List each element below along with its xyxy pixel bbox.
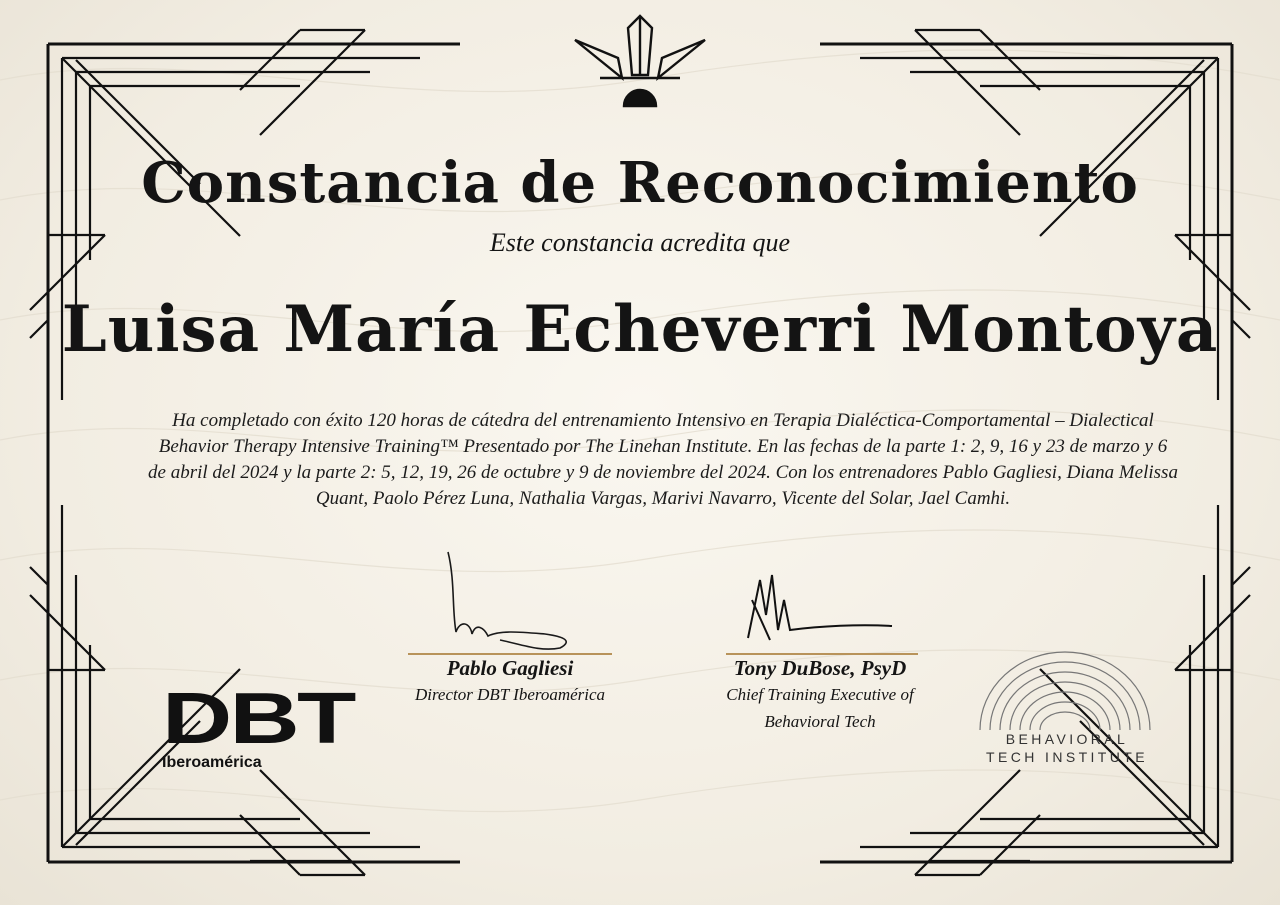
signer-role: Behavioral Tech (764, 712, 876, 731)
signer-name: Tony DuBose, PsyD (733, 656, 907, 680)
signature-line-dubose (726, 653, 918, 655)
behavioral-tech-institute-logo (972, 652, 1162, 766)
certificate-subtitle: Este constancia acredita que (489, 228, 791, 257)
signature-block-dubose (690, 656, 950, 735)
signature-line-gagliesi (408, 653, 612, 655)
bti-logo-line1: BEHAVIORAL (1005, 731, 1129, 747)
fan-ornament-icon (575, 16, 705, 106)
dbt-logo-wordmark: DBT (162, 679, 354, 759)
signature-scribble-dubose (748, 575, 892, 640)
certificate-body: Ha completado con éxito 120 horas de cátedra del entrenamiento Intensivo en Terapia Dialéctica-Comportamental – Dialectical Behavior Therapy Intensive Training™ Presentado por The Linehan Institute. En las fechas de la parte 1: 2, 9, 16 y 23 de marzo y 6 de abril del 2024 y la parte 2: 5, 12, 19, 26 de octubre y 9 de noviembre del 2024. Con los entrenadores Pablo Gagliesi, Diana Melissa Quant, Paolo Pérez Luna, Nathalia Vargas, Marivi Navarro, Vicente del Solar, Jael Camhi. (148, 410, 1178, 509)
certificate-title: Constancia de Reconocimiento (141, 150, 1139, 216)
dbt-logo-subtitle: Iberoamérica (162, 754, 262, 771)
recipient-name: Luisa María Echeverri Montoya (61, 292, 1219, 367)
signature-block-gagliesi (380, 656, 640, 708)
signer-name: Pablo Gagliesi (446, 656, 574, 680)
signer-role: Chief Training Executive of (726, 685, 914, 704)
dbt-iberoamerica-logo (162, 679, 354, 772)
bti-logo-line2: TECH INSTITUTE (986, 749, 1148, 765)
signature-scribble-gagliesi (448, 552, 566, 649)
signer-role: Director DBT Iberoamérica (414, 685, 606, 704)
